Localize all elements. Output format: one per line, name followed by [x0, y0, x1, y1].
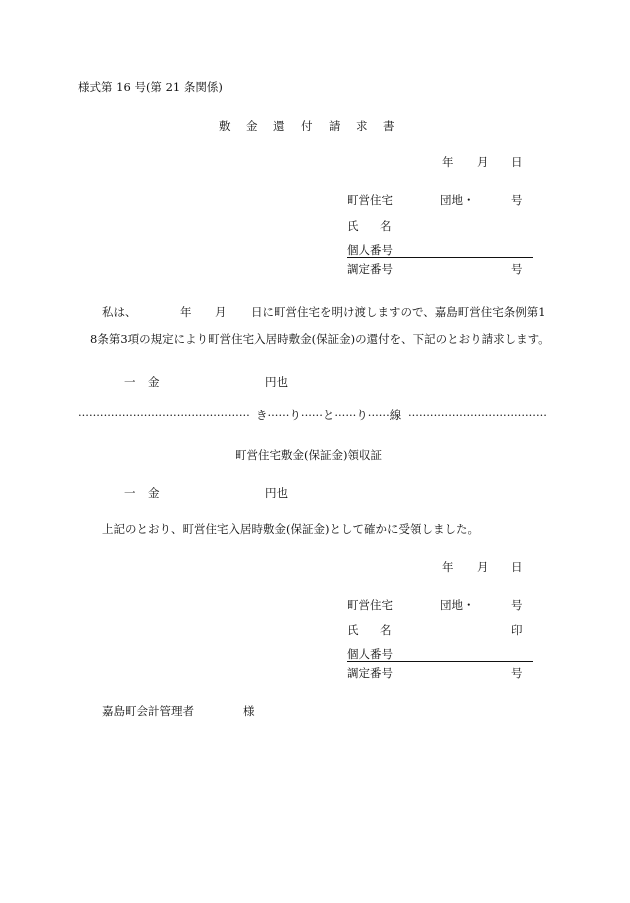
danchi-label: 団地・ [440, 193, 475, 207]
name-label-second: 名 [380, 219, 392, 233]
receipt-date-day-label: 日 [511, 560, 523, 574]
title-char: 求 [356, 119, 368, 133]
receipt-amount-en: 円也 [265, 486, 288, 500]
receipt-danchi-label: 団地・ [440, 598, 475, 612]
cut-line [78, 408, 548, 422]
addressee-name: 嘉島町会計管理者 [102, 704, 194, 718]
personal-number-line [347, 257, 533, 258]
form-number: 様式第 16 号(第 21 条関係) [78, 80, 223, 94]
amount-en: 円也 [265, 375, 288, 389]
title-char: 敷 [219, 119, 231, 133]
title-char: 金 [246, 119, 258, 133]
body-line1-month: 月 [215, 305, 227, 319]
personal-number-label: 個人番号 [347, 243, 393, 257]
addressee-honorific: 様 [243, 704, 255, 718]
receipt-text: 上記のとおり、町営住宅入居時敷金(保証金)として確かに受領しました。 [102, 522, 479, 536]
room-number-label: 号 [511, 193, 523, 207]
body-line1-year: 年 [180, 305, 192, 319]
receipt-adjustment-number-go: 号 [511, 666, 523, 680]
cut-line-dots-right: ······································ [408, 408, 547, 422]
title-char: 付 [301, 119, 313, 133]
amount-kin: 金 [148, 375, 160, 389]
receipt-name-label-first: 氏 [347, 623, 359, 637]
receipt-personal-number-label: 個人番号 [347, 647, 393, 661]
body-line1-text: 日に町営住宅を明け渡しますので、嘉島町営住宅条例第1 [251, 305, 546, 319]
cut-line-dots-left: ··············································· [78, 408, 250, 422]
receipt-amount-ichi: 一 [124, 486, 136, 500]
receipt-room-number-label: 号 [511, 598, 523, 612]
adjustment-number-go: 号 [511, 262, 523, 276]
receipt-personal-number-line [347, 661, 533, 662]
receipt-adjustment-number-label: 調定番号 [347, 666, 393, 680]
body-line2-text: 8条第3項の規定により町営住宅入居時敷金(保証金)の還付を、下記のとおり請求します。 [90, 332, 550, 346]
adjustment-number-label: 調定番号 [347, 262, 393, 276]
receipt-title: 町営住宅敷金(保証金)領収証 [235, 448, 382, 462]
cut-line-label: き······り······と······り······線 [256, 408, 402, 422]
name-label-first: 氏 [347, 219, 359, 233]
receipt-seal-label: 印 [511, 623, 523, 637]
date-year-label: 年 [442, 155, 454, 169]
date-month-label: 月 [477, 155, 489, 169]
form-title [213, 119, 413, 133]
receipt-date-month-label: 月 [477, 560, 489, 574]
receipt-amount-kin: 金 [148, 486, 160, 500]
title-char: 書 [383, 119, 395, 133]
amount-ichi: 一 [124, 375, 136, 389]
housing-label: 町営住宅 [347, 193, 393, 207]
receipt-housing-label: 町営住宅 [347, 598, 393, 612]
title-char: 請 [329, 119, 341, 133]
date-day-label: 日 [511, 155, 523, 169]
body-line1-prefix: 私は、 [102, 305, 137, 319]
receipt-date-year-label: 年 [442, 560, 454, 574]
receipt-name-label-second: 名 [380, 623, 392, 637]
title-char: 還 [273, 119, 285, 133]
